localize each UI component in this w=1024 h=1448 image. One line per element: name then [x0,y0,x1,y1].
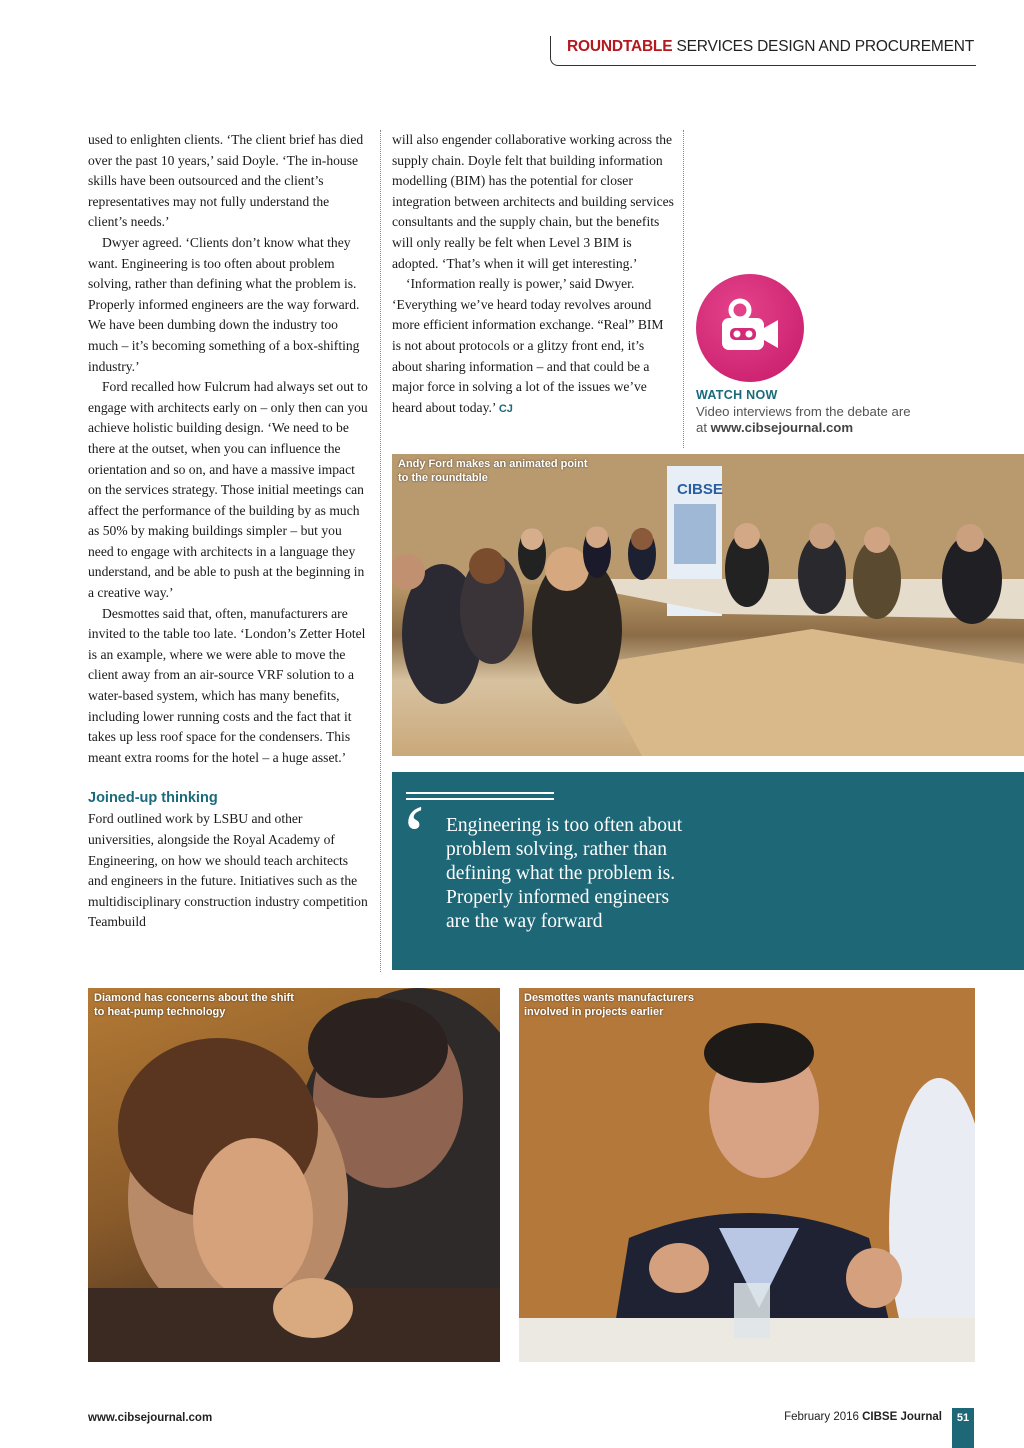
section-label: ROUNDTABLE [567,38,673,55]
watch-now-description: Video interviews from the debate are at [696,404,911,435]
journal-name: CIBSE Journal [862,1411,942,1423]
paragraph: Desmottes said that, often, manufacturers are invited to the table too late. ‘London’s Zetter Hotel is an example, where we were able to move the client away from an air-source VRF solution to a water-based system, which has many benefits, including lower running costs and the fact that it takes up less roof space for the condensers. This meant extra rooms for the hotel – a huge asset.’ [88,605,366,765]
pull-quote-text: Engineering is too often about problem solving, rather than defining what the problem is. Properly informed engineers are the way forward [446,815,683,932]
watch-now-text [696,404,916,436]
author-signoff: CJ [498,402,513,415]
section-title: SERVICES DESIGN AND PROCUREMENT [676,38,974,55]
diamond-photo [88,988,500,1362]
video-camera-icon[interactable] [696,274,804,382]
paragraph: Ford recalled how Fulcrum had always set out to engage with architects early on – only then can you achieve holistic building design. ‘We need to be there at the outset, when you can influence the orientation and so on, and have a massive impact on the services strategy. Those initial meetings can affect the performance of the building by as much as 50% by making buildings simpler – but you need to engage with architects in a language they understand, and be able to push at the beginning in a creative way.’ [88,379,368,601]
footer-website[interactable]: www.cibsejournal.com [88,1412,213,1424]
watch-now-link[interactable]: www.cibsejournal.com [710,420,854,435]
paragraph: will also engender collaborative working across the supply chain. Doyle felt that building information modelling (BIM) has the potential for closer integration between architects and building services consultants and the supply chain, but the benefits will only really be felt when Level 3 BIM is adopted. ‘That’s when it will get interesting.’ [392,132,674,271]
page-number: 51 [952,1408,974,1448]
photo-caption: Desmottes wants manufacturers involved in projects earlier [524,992,694,1018]
photo-caption: Andy Ford makes an animated point to the roundtable [398,458,588,484]
watch-now-title: WATCH NOW [696,388,778,402]
subheading: Joined-up thinking [88,790,218,807]
section-header [567,38,974,56]
quote-mark: ‘ [400,787,429,883]
paragraph-text: ‘Information really is power,’ said Dwyer. ‘Everything we’ve heard today revolves around more efficient information exchange. “Real” BIM is not about protocols or a glitzy front end, it’s about sharing information – and that could be a major force in solving a lot of the issues we’ve heard about today.’ [392,276,664,415]
roundtable-photo [392,454,1024,756]
article-column-1 [88,130,370,933]
article-column-2 [392,130,674,419]
banner-logo: CIBSE [677,481,723,498]
paragraph: Ford outlined work by LSBU and other universities, alongside the Royal Academy of Engineering, on how we should teach architects and engineers in the future. Initiatives such as the multidisciplinary construction industry competition Teambuild [88,811,368,930]
photo-caption: Diamond has concerns about the shift to heat-pump technology [94,992,294,1018]
column-divider [380,130,382,972]
paragraph: used to enlighten clients. ‘The client brief has died over the past 10 years,’ said Doyle. ‘The in-house skills have been outsourced and the client’s representatives may not fully understand the client’s needs.’ [88,132,364,230]
issue-date: February 2016 [784,1411,863,1423]
paragraph: Dwyer agreed. ‘Clients don’t know what they want. Engineering is too often about problem solving, rather than defining what the problem is. Properly informed engineers are the way forward. We have been dumbing down the industry too much – it’s becoming something of a box-shifting industry.’ [88,234,360,374]
paragraph-with-signoff [392,274,674,419]
footer-issue [784,1411,942,1423]
desmottes-photo [519,988,975,1362]
column-divider [683,130,685,448]
